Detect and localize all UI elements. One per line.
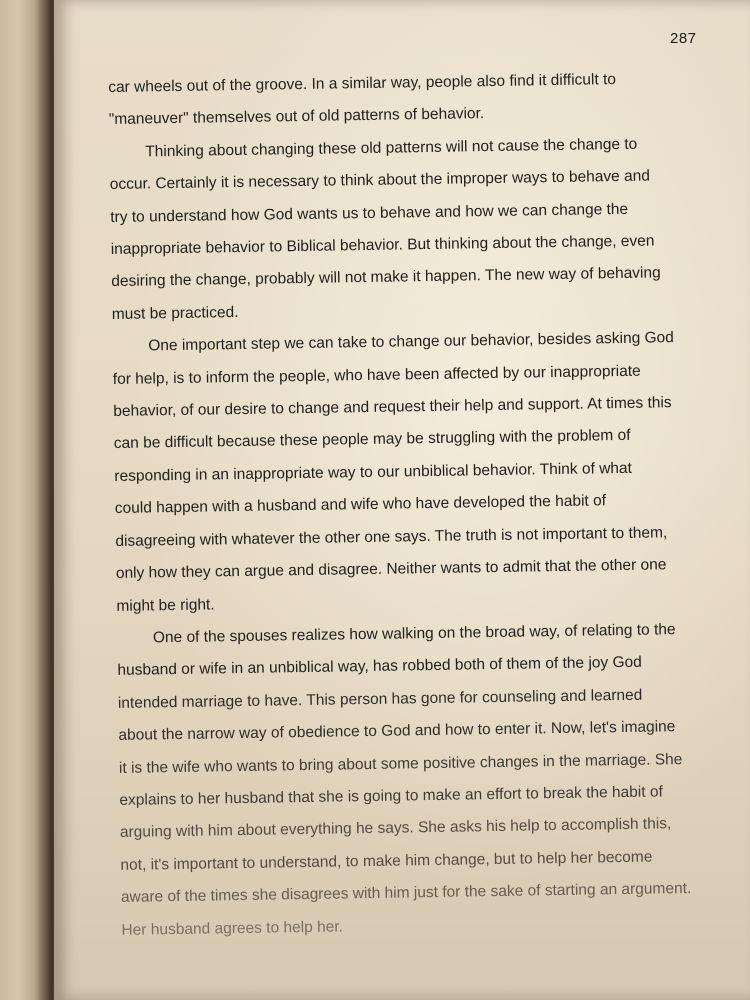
text-line: might be right.: [116, 595, 215, 615]
page-number: 287: [670, 30, 697, 47]
text-line: behavior, of our desire to change and request their help and support. At times this: [113, 394, 672, 421]
text-line: must be practiced.: [111, 303, 239, 323]
text-line: husband or wife in an unbiblical way, has robbed both of them of the joy God: [117, 654, 642, 680]
text-line: only how they can argue and disagree. Neither wants to admit that the other one: [115, 556, 667, 583]
text-line: about the narrow way of obedience to God and how to enter it. Now, let's imagine: [118, 718, 676, 745]
text-line: intended marriage to have. This person has gone for counseling and learned: [117, 686, 643, 712]
text-line: car wheels out of the groove. In a similar way, people also find it difficult to: [108, 71, 617, 96]
facing-page-edge: [0, 0, 52, 1000]
text-line: "maneuver" themselves out of old patterns of behavior.: [108, 105, 485, 129]
text-line: disagreeing with whatever the other one says. The truth is not important to them,: [115, 523, 668, 550]
paragraph-start-line: One important step we can take to change our behavior, besides asking God: [148, 329, 674, 355]
text-line: aware of the times she disagrees with him just for the sake of starting an argument.: [120, 880, 692, 907]
text-line: desiring the change, probably will not make it happen. The new way of behaving: [111, 264, 661, 291]
text-line: it is the wife who wants to bring about some positive changes in the marriage. She: [118, 750, 683, 777]
text-line: Her husband agrees to help her.: [121, 917, 344, 939]
text-line: could happen with a husband and wife who have developed the habit of: [114, 492, 607, 518]
text-line: arguing with him about everything he says. She asks his help to accomplish this,: [119, 815, 672, 842]
text-line: inappropriate behavior to Biblical behavior. But thinking about the change, even: [110, 232, 655, 259]
paragraph-start-line: One of the spouses realizes how walking on the broad way, of relating to the: [152, 621, 676, 647]
paragraph-start-line: Thinking about changing these old patterns will not cause the change to: [145, 135, 638, 161]
text-line: can be difficult because these people may be struggling with the problem of: [113, 427, 631, 453]
text-line: responding in an inappropriate way to our unbiblical behavior. Think of what: [114, 459, 632, 485]
text-line: not, it's important to understand, to make him change, but to help her become: [120, 848, 653, 874]
page-body: [108, 63, 722, 947]
text-line: occur. Certainly it is necessary to think about the improper ways to behave and: [109, 167, 651, 194]
text-line: try to understand how God wants us to behave and how we can change the: [110, 200, 629, 226]
text-line: explains to her husband that she is going to make an effort to break the habit of: [119, 783, 663, 809]
text-line: for help, is to inform the people, who have been affected by our inappropriate: [112, 362, 641, 388]
book-page: [54, 0, 750, 1000]
